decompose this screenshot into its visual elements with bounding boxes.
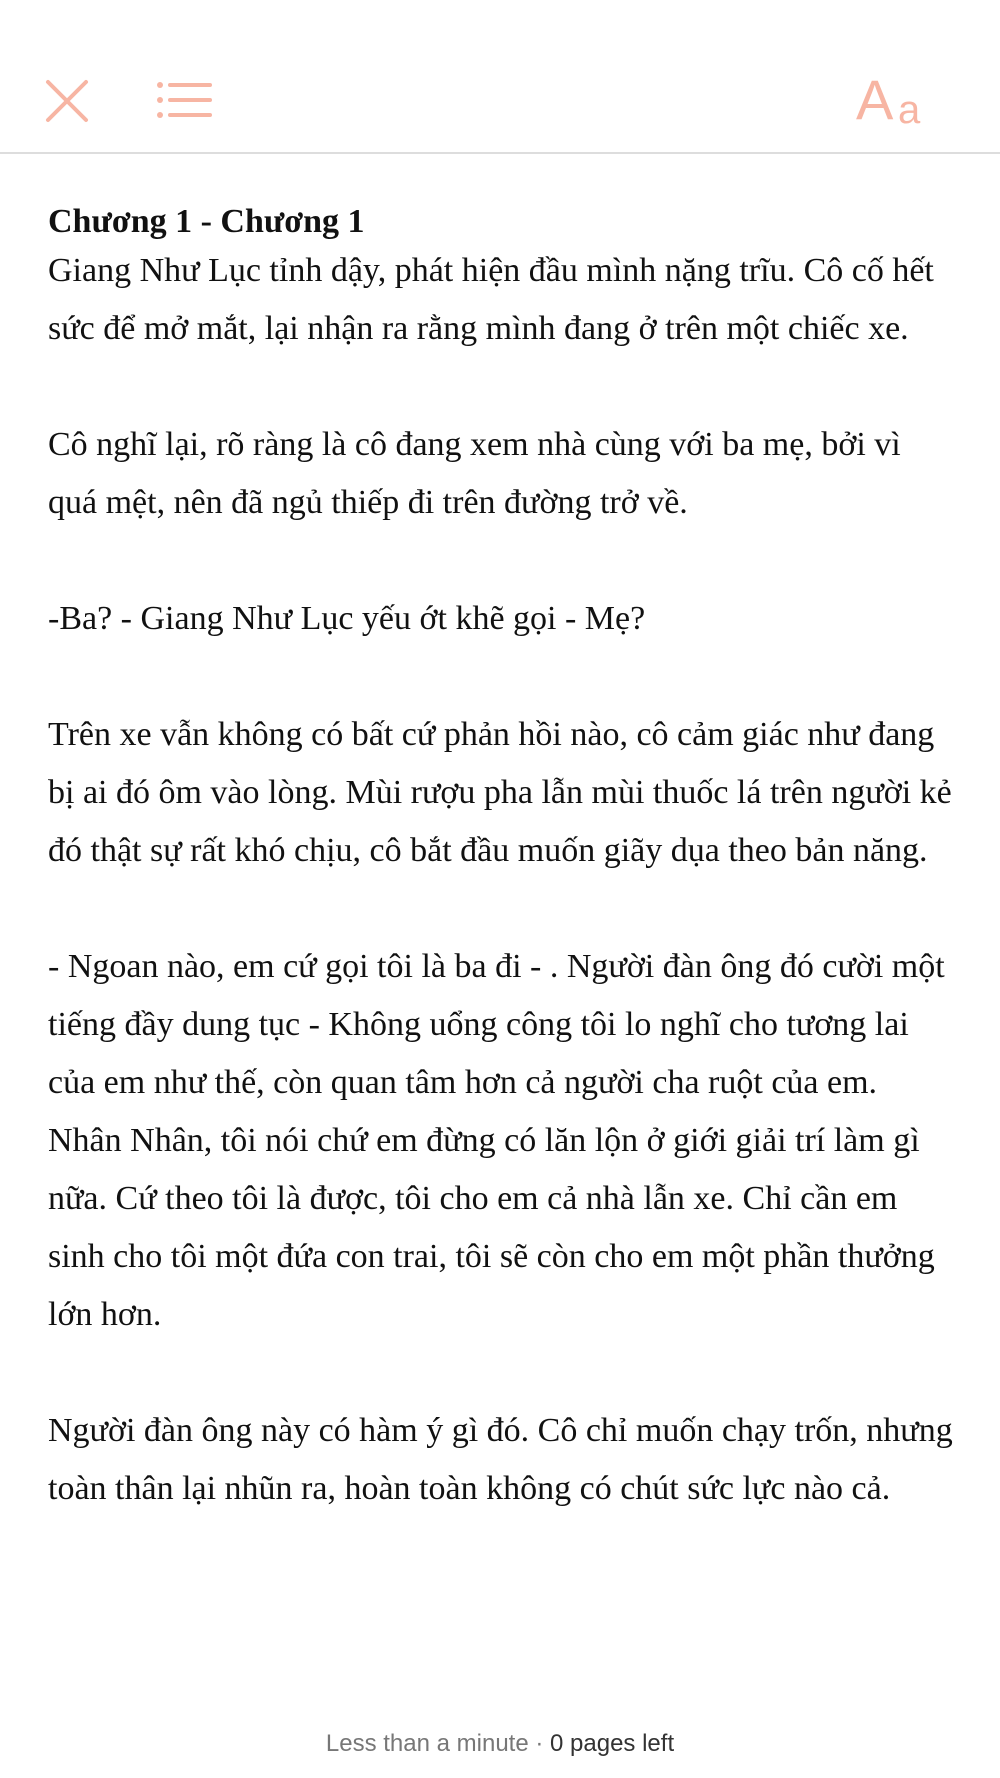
paragraph: Cô nghĩ lại, rõ ràng là cô đang xem nhà cùng với ba mẹ, bởi vì quá mệt, nên đã ngủ thiếp đi trên đường trở về. (48, 426, 901, 521)
reader-content (48, 198, 958, 1576)
time-left-label: Less than a minute (325, 1730, 529, 1757)
paragraph: Giang Như Lục tỉnh dậy, phát hiện đầu mình nặng trĩu. Cô cố hết sức để mở mắt, lại nhận ra rằng mình đang ở trên một chiếc xe. (48, 252, 934, 347)
reader-toolbar (0, 0, 1000, 154)
paragraph: -Ba? - Giang Như Lục yếu ớt khẽ gọi - Mẹ? (48, 600, 646, 637)
font-settings-button[interactable] (856, 70, 936, 130)
font-size-icon: A (856, 68, 894, 131)
list-icon (156, 80, 212, 120)
chapter-title: Chương 1 - Chương 1 (48, 203, 365, 240)
close-icon (44, 78, 90, 124)
paragraph: - Ngoan nào, em cứ gọi tôi là ba đi - . Người đàn ông đó cười một tiếng đầy dung tục - Không uổng công tôi lo nghĩ cho tương lai của em như thế, còn quan tâm hơn cả người cha ruột của em. Nhân Nhân, tôi nói chứ em đừng có lăn lộn ở giới giải trí làm gì nữa. Cứ theo tôi là được, tôi cho em cả nhà lẫn xe. Chỉ cần em sinh cho tôi một đứa con trai, tôi sẽ còn cho em một phần thưởng lớn hơn. (48, 948, 945, 1333)
paragraph: Trên xe vẫn không có bất cứ phản hồi nào, cô cảm giác như đang bị ai đó ôm vào lòng. Mùi rượu pha lẫn mùi thuốc lá trên người kẻ đó thật sự rất khó chịu, cô bắt đầu muốn giãy dụa theo bản năng. (48, 716, 952, 869)
paragraph: Người đàn ông này có hàm ý gì đó. Cô chỉ muốn chạy trốn, nhưng toàn thân lại nhũn ra, hoàn toàn không có chút sức lực nào cả. (48, 1412, 953, 1507)
table-of-contents-button[interactable] (156, 80, 212, 120)
pages-left-label: 0 pages left (550, 1730, 675, 1757)
separator: · (528, 1730, 551, 1757)
close-button[interactable] (44, 78, 90, 124)
reading-progress (0, 1730, 1000, 1758)
font-size-icon-small: a (898, 88, 921, 132)
